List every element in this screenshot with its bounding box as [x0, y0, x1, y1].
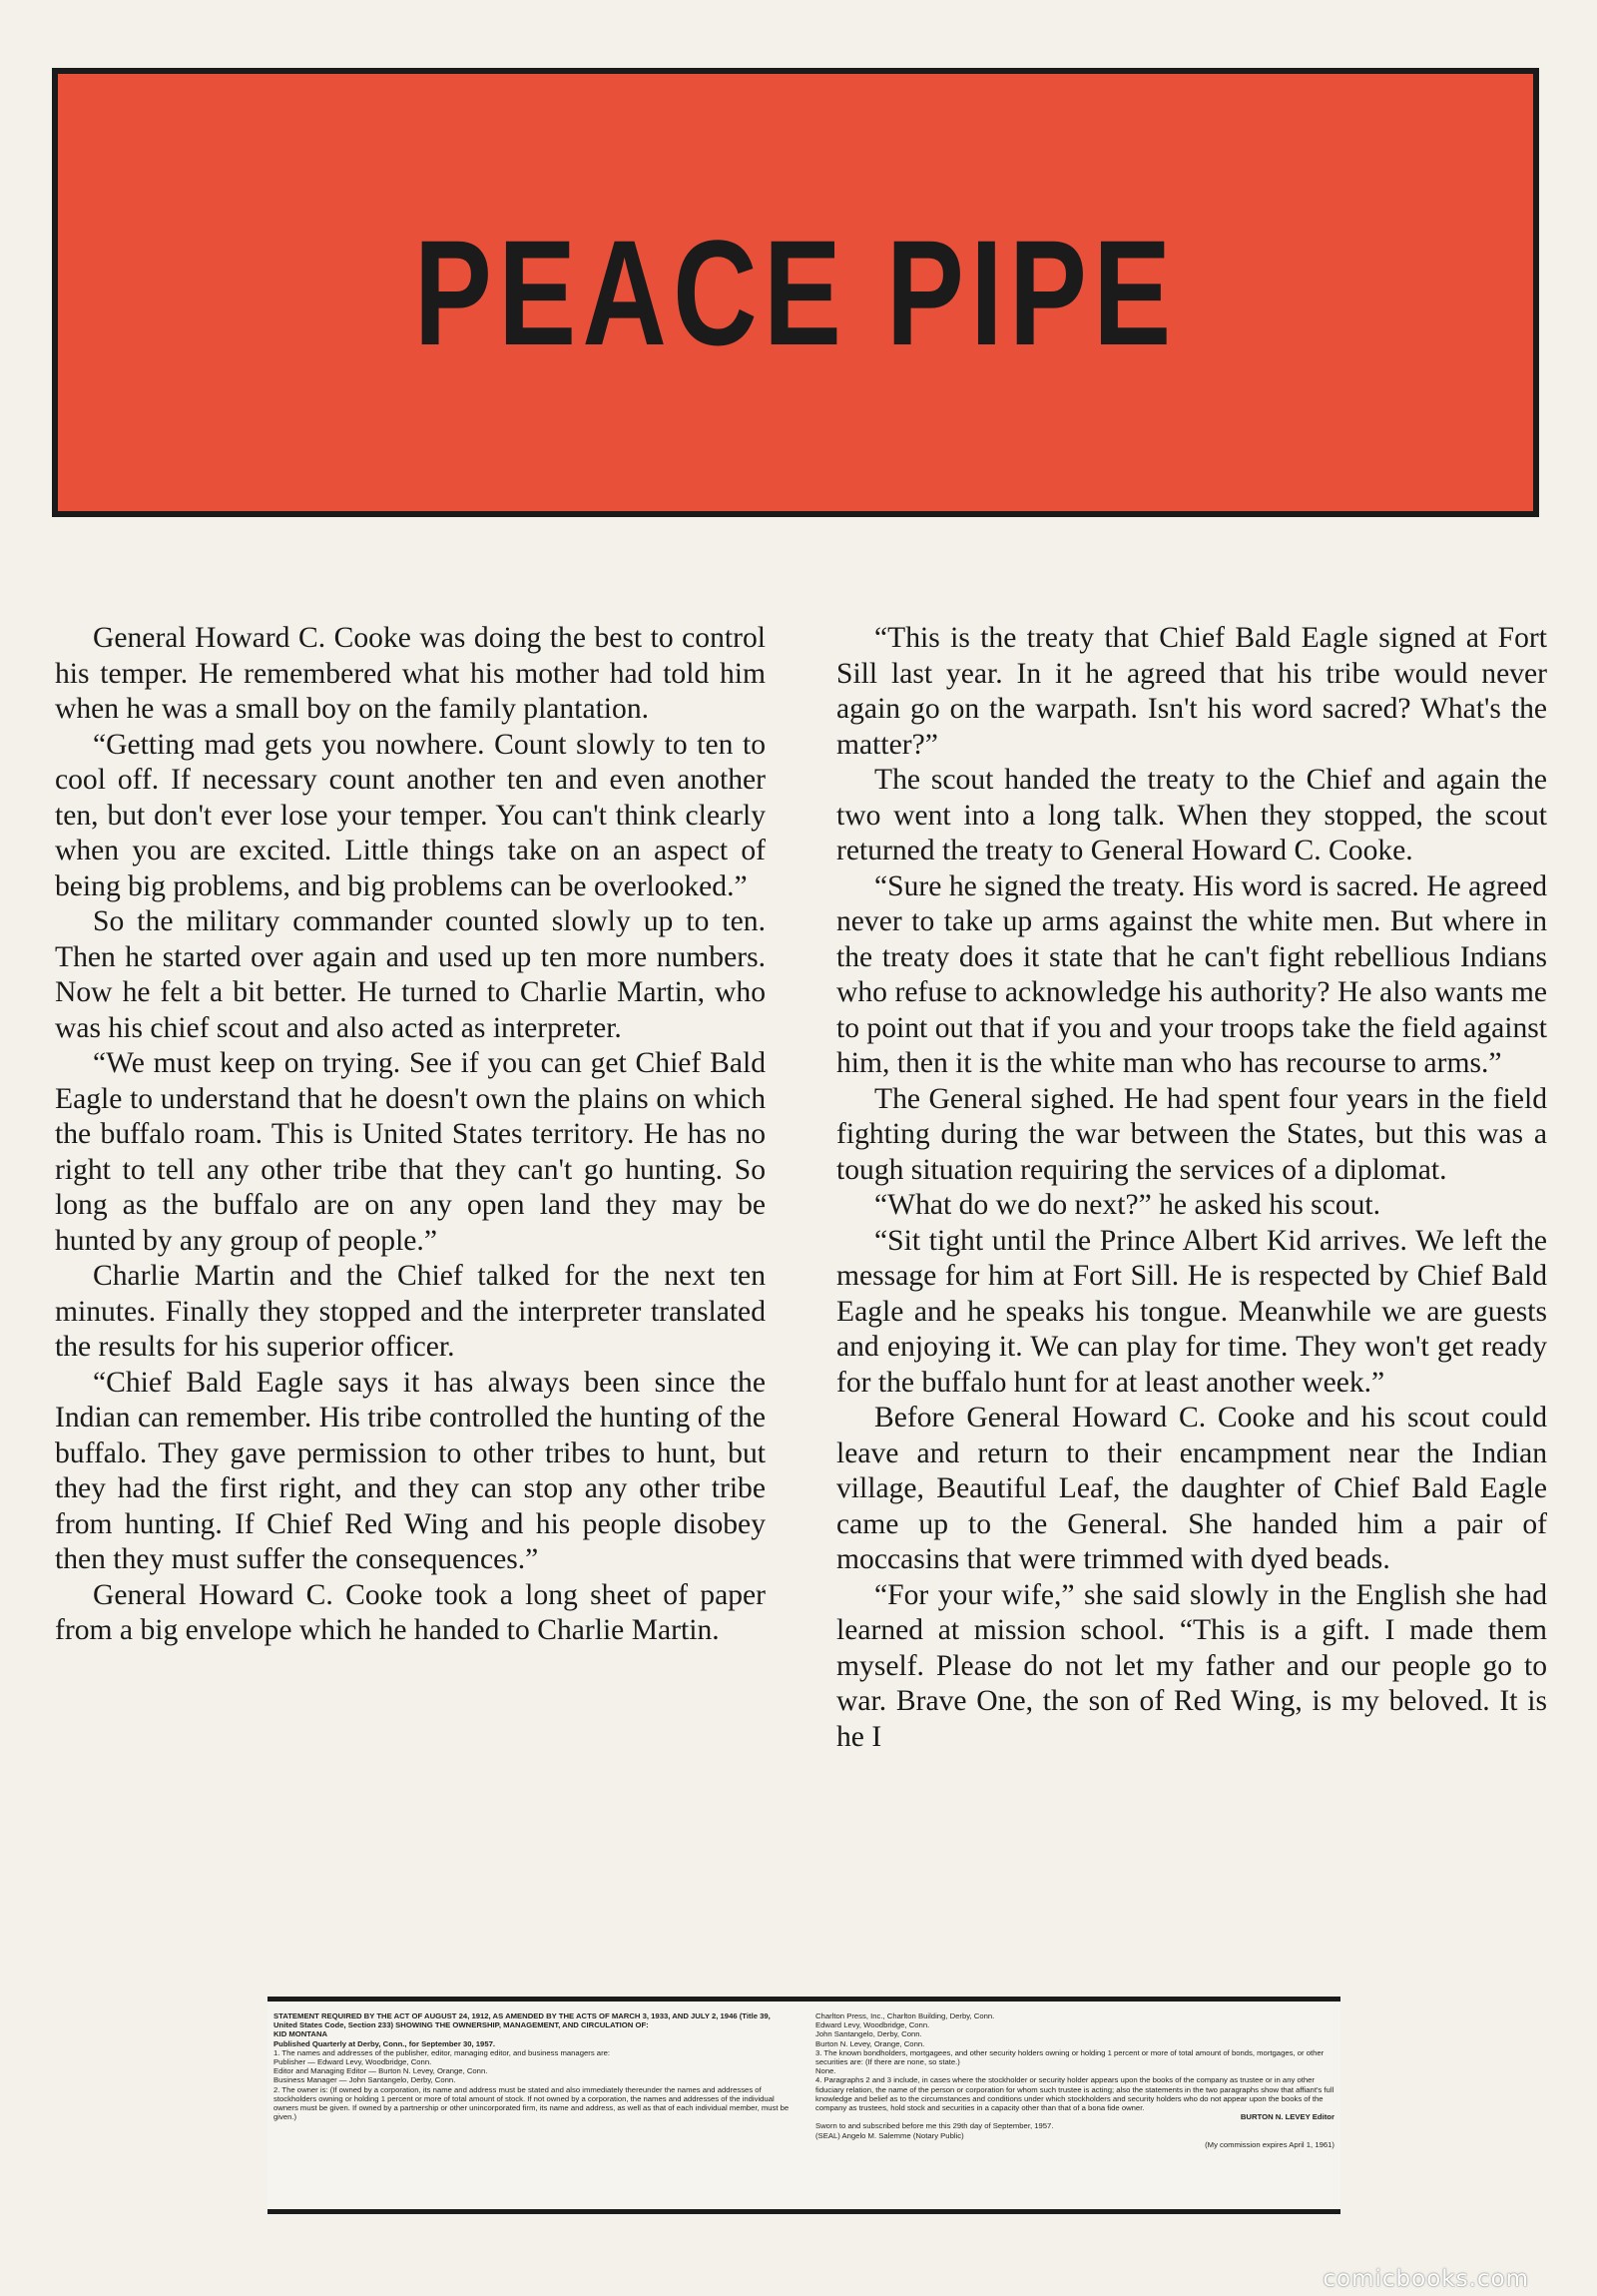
- statement-line: Edward Levy, Woodbridge, Conn.: [815, 2020, 930, 2030]
- statement-line: Business Manager — John Santangelo, Derby, Conn.: [273, 2075, 456, 2085]
- story-paragraph: “Getting mad gets you nowhere. Count slowly to ten to cool off. If necessary count another ten and even another ten, but don't ever lose your temper. You can't think clearly when you are excited. Little things take on an aspect of being big problems, and big problems can be overlooked.”: [55, 728, 766, 902]
- statement-line: 4. Paragraphs 2 and 3 include, in cases where the stockholder or security holder appears upon the books of the company as trustee or in any other fiduciary relation, the name of the person or corporation for whom such trustee is acting; also the statements in the two paragraphs show that affiant's full knowledge and belief as to the circumstances and conditions under which stockholders and security holders who do not appear upon the books of the company as trustees, hold stock and securities in a capacity other than that of a bona fide owner.: [815, 2075, 1334, 2113]
- statement-line: (My commission expires April 1, 1961): [1205, 2139, 1334, 2149]
- statement-line: KID MONTANA: [273, 2029, 328, 2039]
- story-title: PEACE PIPE: [413, 208, 1178, 376]
- site-watermark: comicbooks.com: [1323, 2266, 1529, 2292]
- story-column-left: [55, 621, 766, 1959]
- ownership-statement: [267, 1997, 1340, 2214]
- statement-column-right: [815, 2011, 1334, 2203]
- statement-line: 3. The known bondholders, mortgagees, and other security holders owning or holding 1 percent or more of total amount of bonds, mortgages, or other securities are: (If there are none, so state.): [815, 2047, 1325, 2067]
- statement-line: (SEAL) Angelo M. Salemme (Notary Public): [815, 2130, 964, 2140]
- statement-line: Published Quarterly at Derby, Conn., for September 30, 1957.: [273, 2038, 496, 2048]
- statement-line: John Santangelo, Derby, Conn.: [815, 2029, 922, 2039]
- story-paragraph: Before General Howard C. Cooke and his scout could leave and return to their encampment near the Indian village, Beautiful Leaf, the daughter of Chief Bald Eagle came up to the General. She handed him a pair of moccasins that were trimmed with dyed beads.: [836, 1402, 1547, 1575]
- story-paragraph: General Howard C. Cooke took a long sheet of paper from a big envelope which he handed to Charlie Martin.: [55, 1578, 766, 1646]
- statement-line: Burton N. Levey, Orange, Conn.: [815, 2038, 925, 2048]
- story-paragraph: Charlie Martin and the Chief talked for the next ten minutes. Finally they stopped and the interpreter translated the results for his superior officer.: [55, 1260, 766, 1363]
- story-paragraph: “Sit tight until the Prince Albert Kid arrives. We left the message for him at Fort Sill. He is respected by Chief Bald Eagle and he speaks his tongue. Meanwhile we are guests and enjoying it. We can play for time. They won't get ready for the buffalo hunt for at least another week.”: [836, 1224, 1547, 1399]
- title-panel: [52, 68, 1539, 517]
- story-paragraph: The General sighed. He had spent four years in the field fighting during the war between the States, but this was a tough situation requiring the services of a diplomat.: [836, 1082, 1547, 1186]
- story-paragraph: “We must keep on trying. See if you can get Chief Bald Eagle to understand that he doesn't own the plains on which the buffalo roam. This is United States territory. He has no right to tell any other tribe that they can't go hunting. So long as the buffalo are on any open land they may be hunted by any group of people.”: [55, 1047, 766, 1257]
- story-paragraph: “Sure he signed the treaty. His word is sacred. He agreed never to take up arms against the white men. But where in the treaty does it state that he can't fight rebellious Indians who refuse to acknowledge his authority? He also wants me to point out that if you and your troops take the field against him, then it is the white man who has recourse to arms.”: [836, 869, 1547, 1079]
- story-paragraph: General Howard C. Cooke was doing the best to control his temper. He remembered what his mother had told him when he was a small boy on the family plantation.: [55, 622, 766, 725]
- statement-heading: STATEMENT REQUIRED BY THE ACT OF AUGUST 24, 1912, AS AMENDED BY THE ACTS OF MARCH 3, 1933, AND JULY 2, 1946 (Title 39, United States Code, Section 233) SHOWING THE OWNERSHIP, MANAGEMENT, AND CIRCULATION OF:: [273, 2011, 771, 2030]
- statement-line: 2. The owner is: (If owned by a corporation, its name and address must be stated and also immediately thereunder the names and addresses of stockholders owning or holding 1 percent or more of total amount of stock. If not owned by a corporation, the names and addresses of the individual owners must be given. If owned by a partnership or other unincorporated firm, its name and address, as well as that of each individual member, must be given.): [273, 2084, 790, 2122]
- statement-line: Charlton Press, Inc., Charlton Building, Derby, Conn.: [815, 2011, 995, 2020]
- statement-line: Editor and Managing Editor — Burton N. Levey, Orange, Conn.: [273, 2066, 488, 2076]
- story-paragraph: “Chief Bald Eagle says it has always been since the Indian can remember. His tribe controlled the hunting of the buffalo. They gave permission to other tribes to hunt, but they had the first right, and they can stop any other tribe from hunting. If Chief Red Wing and his people disobey then they must suffer the consequences.”: [55, 1366, 766, 1575]
- statement-line: 1. The names and addresses of the publisher, editor, managing editor, and business managers are:: [273, 2047, 611, 2057]
- story-paragraph: “For your wife,” she said slowly in the English she had learned at mission school. “This is a gift. I made them myself. Please do not let my father and our people go to war. Brave One, the son of Red Wing, is my beloved. It is he I: [836, 1578, 1547, 1753]
- story-column-right: [836, 621, 1547, 1959]
- statement-signature: BURTON N. LEVEY Editor: [1240, 2112, 1334, 2122]
- story-body: [55, 621, 1547, 1959]
- statement-column-left: [273, 2011, 793, 2203]
- statement-line: Sworn to and subscribed before me this 29th day of September, 1957.: [815, 2121, 1054, 2131]
- story-paragraph: So the military commander counted slowly up to ten. Then he started over again and used up ten more numbers. Now he felt a bit better. He turned to Charlie Martin, who was his chief scout and also acted as interpreter.: [55, 905, 766, 1044]
- story-paragraph: “This is the treaty that Chief Bald Eagle signed at Fort Sill last year. In it he agreed that his tribe would never again go on the warpath. Isn't his word sacred? What's the matter?”: [836, 622, 1547, 761]
- statement-line: Publisher — Edward Levy, Woodbridge, Conn.: [273, 2057, 432, 2067]
- story-paragraph: The scout handed the treaty to the Chief and again the two went into a long talk. When they stopped, the scout returned the treaty to General Howard C. Cooke.: [836, 764, 1547, 866]
- story-paragraph: “What do we do next?” he asked his scout.: [874, 1189, 1381, 1221]
- statement-line: None.: [815, 2066, 836, 2076]
